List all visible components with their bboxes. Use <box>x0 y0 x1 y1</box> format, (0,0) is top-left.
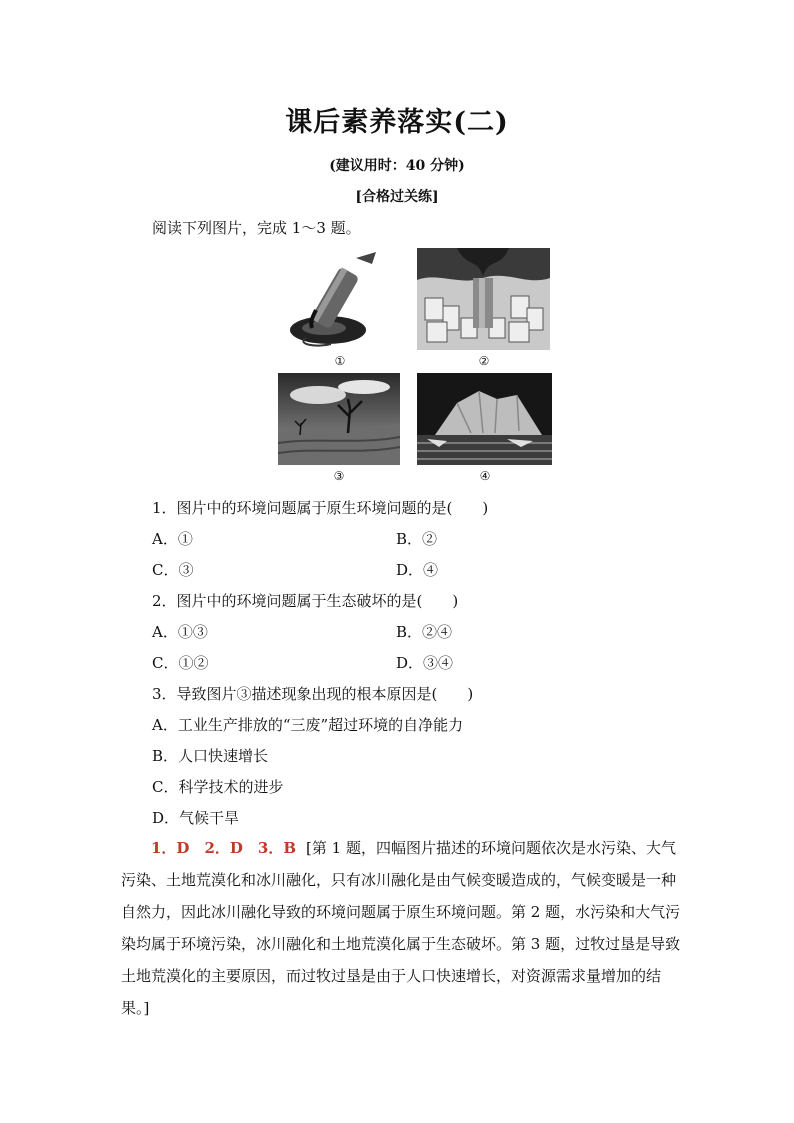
melting-glacier-icon <box>417 373 552 465</box>
figure-label-4: ④ <box>479 469 491 483</box>
question-2-stem: 2．图片中的环境问题属于生态破坏的是( ) <box>152 592 459 610</box>
time-note: (建议用时：40 分钟) <box>329 158 465 174</box>
question-1-option-c: C．③ <box>152 561 194 579</box>
question-1-option-b: B．② <box>396 530 438 548</box>
question-3-option-a: A．工业生产排放的“三废”超过环境的自净能力 <box>152 716 464 734</box>
question-3-stem: 3．导致图片③描述现象出现的根本原因是( ) <box>152 685 474 703</box>
section-heading: [合格过关练] <box>355 189 439 205</box>
polluting-pipe-icon <box>276 248 394 350</box>
question-3-option-d: D．气候干旱 <box>152 809 240 827</box>
answer-key: 1．D 2．D 3．B <box>151 839 297 857</box>
figure-label-2: ② <box>478 354 490 368</box>
question-2-option-a: A．①③ <box>152 623 208 641</box>
desert-dead-tree-icon <box>278 373 400 465</box>
question-2-option-c: C．①② <box>152 654 209 672</box>
reading-instruction: 阅读下列图片，完成 1～3 题。 <box>152 219 361 237</box>
question-1-stem: 1．图片中的环境问题属于原生环境问题的是( ) <box>152 499 489 517</box>
answer-block <box>121 832 681 1024</box>
question-3-option-c: C．科学技术的进步 <box>152 778 284 796</box>
page-title: 课后素养落实(二) <box>285 107 509 138</box>
figure-label-1: ① <box>334 354 346 368</box>
question-1-option-a: A．① <box>152 530 193 548</box>
figure-label-3: ③ <box>333 469 345 483</box>
answer-explanation: [第 1 题，四幅图片描述的环境问题依次是水污染、大气污染、土地荒漠化和冰川融化，只有冰川融化是由气候变暖造成的，气候变暖是一种自然力，因此冰川融化导致的环境问题属于原生环境问题。第 2 题，水污染和大气污染均属于环境污染，冰川融化和土地荒漠化属于生态破坏。第 3 题，过牧过垦是导致土地荒漠化的主要原因，而过牧过垦是由于人口快速增长，对资源需求量增加的结果。] <box>121 839 681 1017</box>
question-2-option-d: D．③④ <box>396 654 454 672</box>
question-2-option-b: B．②④ <box>396 623 453 641</box>
question-3-option-b: B．人口快速增长 <box>152 747 269 765</box>
factory-smoke-icon <box>417 248 550 350</box>
question-1-option-d: D．④ <box>396 561 439 579</box>
